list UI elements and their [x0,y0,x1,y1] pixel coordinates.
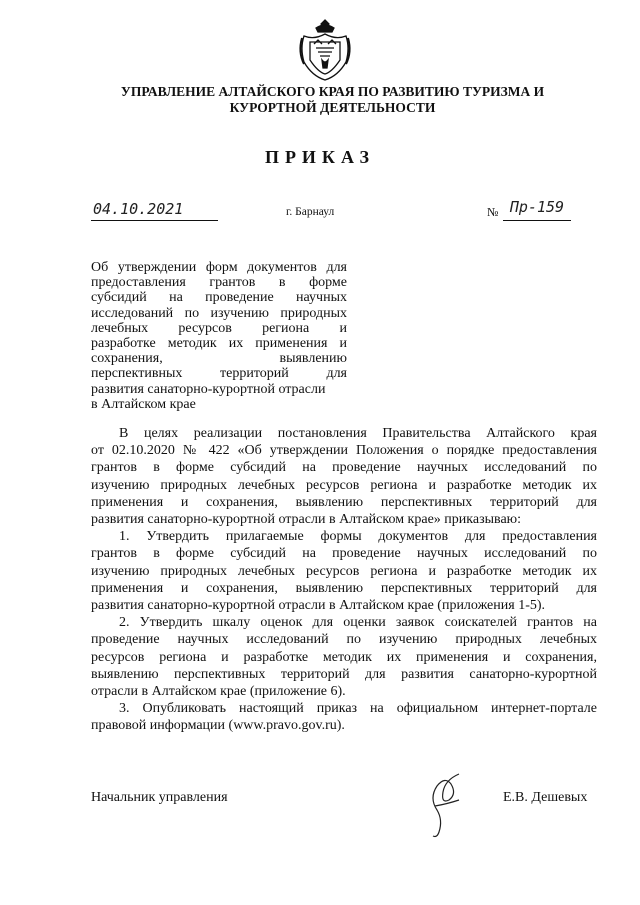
org-name-line-1: УПРАВЛЕНИЕ АЛТАЙСКОГО КРАЯ ПО РАЗВИТИЮ ТУРИЗМА И [120,84,545,99]
clause-1-line: 1. Утвердить прилагаемые формы документов для предоставления [119,529,597,545]
order-date-field: 04.10.2021 [91,200,218,221]
subject-line: в Алтайском крае [91,396,196,412]
preamble-line: грантов в форме субсидий на проведение научных исследований по [91,460,597,476]
preamble-line: В целях реализации постановления Правительства Алтайского края [119,426,597,441]
subject-line: разработке методик их применения и [91,336,347,352]
subject-line: Об утверждении форм документов для [91,260,347,275]
clause-1-line: изучению природных лечебных ресурсов региона и разработке методик их [91,563,597,579]
order-body [91,425,597,735]
subject-line: перспективных территорий для [91,366,347,382]
clause-3-line: правовой информации (www.pravo.gov.ru). [91,718,345,734]
clause-2-line: проведение научных исследований по изучению природных лечебных [91,632,597,648]
organization-header [60,84,605,116]
handwritten-signature [415,770,475,840]
subject-line: субсидий на проведение научных [91,290,347,306]
signer-name: Е.В. Дешевых [503,790,588,805]
altai-coat-of-arms-emblem [296,18,354,82]
clause-1-line: применения и сохранения, выявлению перспективных территорий для [91,580,597,596]
clause-1-line: грантов в форме субсидий на проведение научных исследований по [91,546,597,562]
preamble-line: изучению природных лечебных ресурсов региона и разработке методик их [91,477,597,493]
subject-line: развития санаторно-курортной отрасли [91,381,326,397]
preamble-line: от 02.10.2020 № 422 «Об утверждении Положения о порядке предоставления [91,443,597,459]
preamble-line: применения и сохранения, выявлению перспективных территорий для [91,494,597,510]
number-sign-label: № [487,205,499,219]
clause-2-line: 2. Утвердить шкалу оценок для оценки заявок соискателей грантов на [119,615,597,631]
document-type-title: ПРИКАЗ [264,147,376,167]
clause-3-line: 3. Опубликовать настоящий приказ на официальном интернет-портале [119,701,597,717]
order-subject [91,260,347,412]
clause-1-line: развития санаторно-курортной отрасли в Алтайском крае (приложения 1-5). [91,598,546,614]
subject-line: лечебных ресурсов региона и [91,320,347,336]
subject-line: сохранения, выявлению [91,351,347,367]
order-number-field: Пр-159 [503,198,571,221]
clause-2-line: выявлению перспективных территорий для развития санаторно-курортной [91,666,597,682]
subject-line: исследований по изучению природных [91,305,347,321]
subject-line: предоставления грантов в форме [91,275,347,291]
org-name-line-2: КУРОРТНОЙ ДЕЯТЕЛЬНОСТИ [229,100,436,115]
city-label: г. Барнаул [286,206,335,218]
clause-2-line: отрасли в Алтайском крае (приложение 6). [91,684,346,700]
clause-2-line: ресурсов региона и разработке методик их применения и сохранения, [91,649,597,665]
signer-position: Начальник управления [91,790,228,805]
preamble-line: развития санаторно-курортной отрасли в Алтайском крае» приказываю: [91,512,522,528]
